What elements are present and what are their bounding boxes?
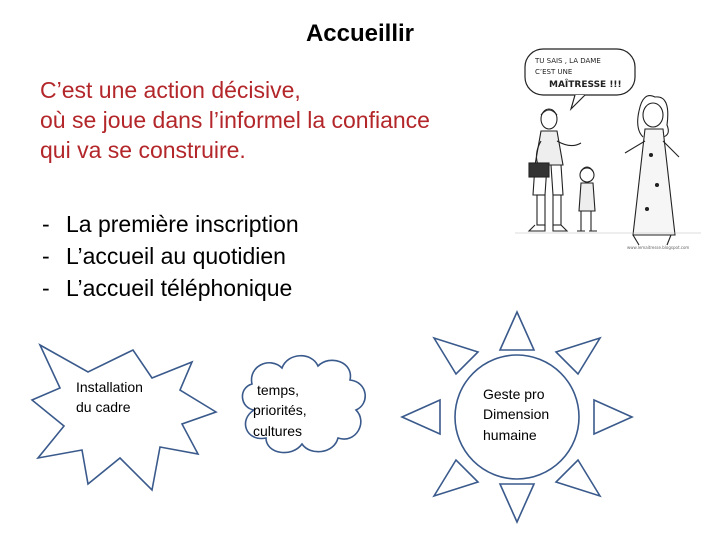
burst-line: du cadre (76, 399, 131, 416)
speech-text: C’EST UNE (535, 68, 573, 76)
bullet-text: La première inscription (66, 211, 299, 237)
teacher-figure (625, 96, 679, 245)
sun-line: humaine (483, 426, 537, 443)
bullet-text: L’accueil téléphonique (66, 275, 293, 302)
bullet-item (42, 272, 299, 304)
child-figure (577, 167, 597, 231)
burst-label (76, 377, 143, 418)
bullet-item (42, 240, 299, 272)
cartoon-illustration (505, 45, 705, 255)
bullet-marker: - (42, 243, 50, 270)
sun-line: Dimension (483, 406, 550, 423)
cloud-label (253, 380, 307, 441)
cartoon-caption: www.lemaitresse.blogspot.com (627, 245, 690, 250)
intro-line: où se joue dans l’informel la confiance (40, 106, 430, 133)
speech-text: TU SAIS , LA DAME (535, 57, 601, 65)
bullet-item (42, 208, 299, 240)
bullet-text: L’accueil au quotidien (66, 243, 286, 270)
slide-title: Accueillir (305, 20, 415, 47)
speech-text: MAÎTRESSE !!! (549, 80, 622, 90)
cloud-line: temps, (257, 382, 300, 398)
burst-line: Installation (76, 379, 143, 395)
bullet-marker: - (42, 275, 50, 302)
intro-text (40, 76, 510, 166)
intro-line: C’est une action décisive, (40, 77, 301, 103)
woman-figure (529, 109, 581, 231)
intro-line: qui va se construire. (40, 136, 246, 163)
sun-line: Geste pro (483, 386, 545, 402)
sun-label (483, 384, 549, 445)
bullet-marker: - (42, 211, 50, 237)
cloud-line: priorités, (253, 402, 307, 419)
cloud-line: cultures (253, 422, 303, 439)
bullet-list (42, 208, 299, 305)
